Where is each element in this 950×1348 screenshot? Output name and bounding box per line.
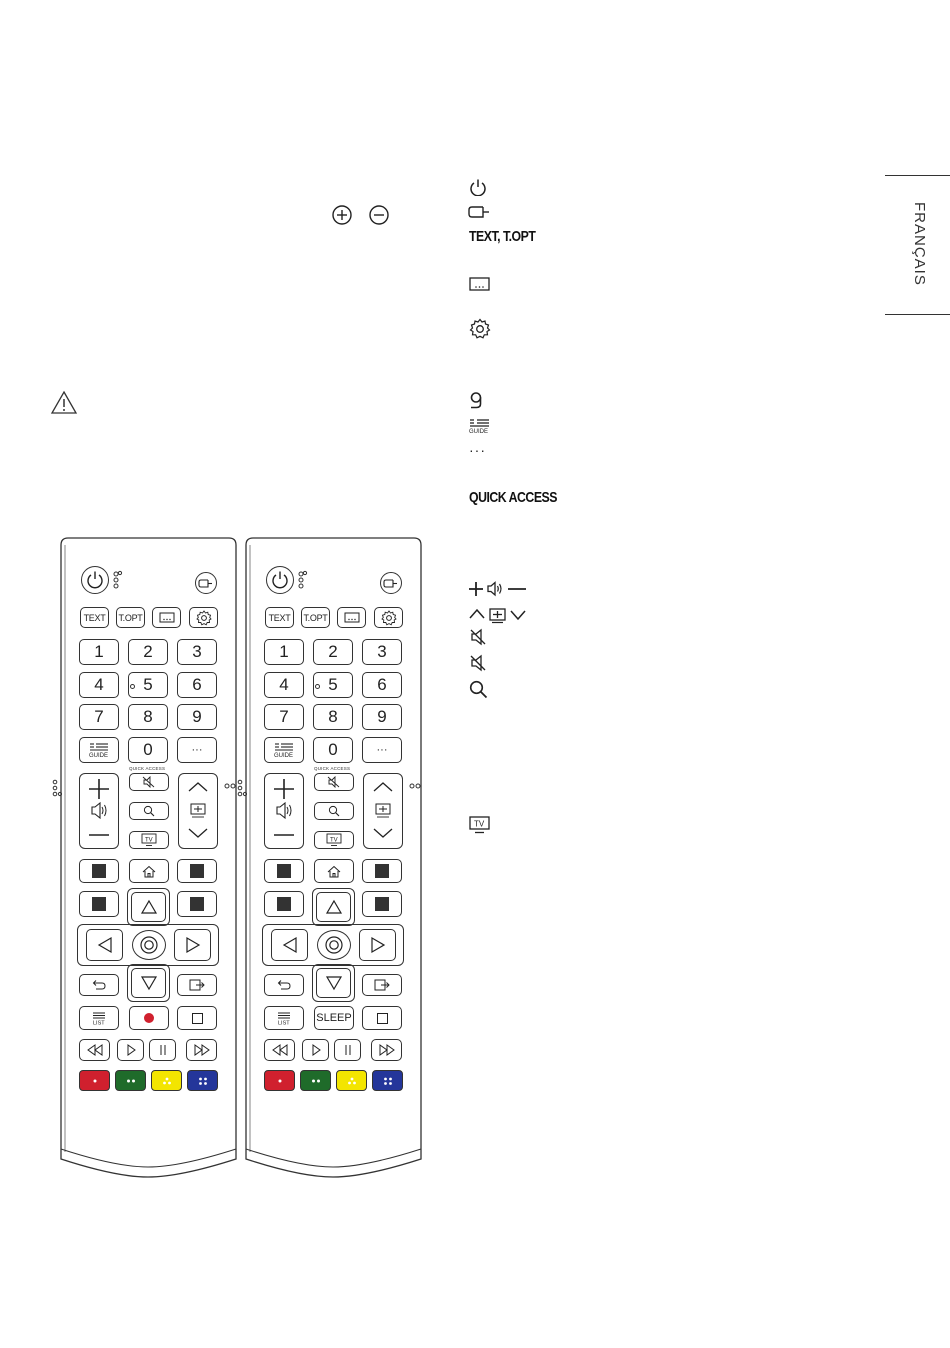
subtitle-icon [159,612,175,623]
home-icon [142,865,156,878]
sensor-icon-right [408,777,422,785]
square-icon [190,897,204,911]
right-arrow-icon [185,936,201,954]
input-icon [468,203,492,220]
channel-icon [364,774,402,848]
tv-icon [326,833,342,847]
back-button[interactable] [79,974,119,996]
topt-button[interactable]: T.OPT [301,607,330,628]
more-actions-icon: ··· [469,442,486,458]
function-button-3[interactable] [264,891,304,917]
home-icon [327,865,341,878]
language-tab-bottom-rule [885,314,950,315]
settings-button[interactable] [189,607,218,628]
up-arrow-icon [140,899,158,915]
play-icon [123,1043,139,1057]
sleep-button[interactable]: SLEEP [314,1006,354,1030]
number-5-button[interactable]: 5 [313,672,353,698]
back-icon [91,979,107,991]
stop-button[interactable] [362,1006,402,1030]
rewind-icon [87,1043,103,1057]
guide-icon [88,742,110,758]
list-icon [90,1011,108,1026]
tactile-dot [315,684,320,689]
left-button[interactable] [86,929,123,961]
left-arrow-icon [97,936,113,954]
back-button[interactable] [264,974,304,996]
right-arrow-icon [370,936,386,954]
subtitle-icon [344,612,360,623]
number-9-icon [469,392,483,409]
up-button[interactable] [316,892,351,922]
ok-icon [139,935,159,955]
number-1-button[interactable]: 1 [79,639,119,665]
volume-icon [80,774,118,848]
channel-icon [468,606,530,624]
remote-left [60,537,237,1178]
settings-button[interactable] [374,607,403,628]
warning-triangle-icon [50,390,78,416]
square-icon [92,897,106,911]
red-button[interactable] [79,1070,110,1091]
yellow-button[interactable] [151,1070,182,1091]
search-icon [328,805,340,817]
power-icon [270,570,290,590]
record-button[interactable] [129,1006,169,1030]
color-dots-icon [272,1076,288,1086]
right-button[interactable] [174,929,211,961]
language-tab-top-rule [885,175,950,176]
left-arrow-icon [282,936,298,954]
green-button[interactable] [300,1070,331,1091]
channel-rocker[interactable] [363,773,403,849]
home-button[interactable] [314,859,354,883]
function-button-4[interactable] [362,891,402,917]
subtitle-button[interactable] [152,607,181,628]
number-6-button[interactable]: 6 [177,672,217,698]
function-button-1[interactable] [79,859,119,883]
number-1-button[interactable]: 1 [264,639,304,665]
function-button-2[interactable] [177,859,217,883]
square-icon [92,864,106,878]
square-icon [375,897,389,911]
fast-forward-button[interactable] [371,1039,402,1061]
stop-icon [377,1013,388,1024]
mute-button[interactable] [314,773,354,791]
ok-button[interactable] [317,930,351,960]
blue-button[interactable] [187,1070,218,1091]
mute-icon [469,628,487,646]
tv-button[interactable] [314,831,354,849]
input-icon [198,577,214,589]
down-button[interactable] [131,968,166,998]
number-9-button[interactable]: 9 [177,704,217,730]
pause-icon [155,1043,171,1057]
search-icon [143,805,155,817]
square-icon [375,864,389,878]
color-dots-icon [344,1076,360,1086]
volume-rocker[interactable] [79,773,119,849]
mute-icon [327,776,341,788]
sensor-icon-right [223,777,237,785]
down-arrow-icon [140,975,158,991]
guide-button[interactable] [79,737,119,763]
search-button[interactable] [314,802,354,820]
exit-icon [374,979,390,991]
guide-icon [273,742,295,758]
power-button[interactable] [81,566,109,594]
power-button[interactable] [266,566,294,594]
zoom-out-icon [368,204,390,226]
guide-button[interactable] [264,737,304,763]
rewind-button[interactable] [79,1039,110,1061]
more-actions-button[interactable]: ··· [177,737,217,763]
mute-button[interactable] [129,773,169,791]
input-button[interactable] [195,572,217,594]
svg-text:TV: TV [330,837,338,844]
volume-icon [265,774,303,848]
subtitle-icon [469,277,490,292]
exit-icon [189,979,205,991]
yellow-button[interactable] [336,1070,367,1091]
quick-access-label: QUICK ACCESS [469,489,557,506]
rewind-icon [272,1043,288,1057]
channel-rocker[interactable] [178,773,218,849]
fast-forward-icon [194,1043,210,1057]
home-button[interactable] [129,859,169,883]
subtitle-button[interactable] [337,607,366,628]
search-button[interactable] [129,802,169,820]
list-icon [275,1011,293,1026]
list-button[interactable] [264,1006,304,1030]
function-button-3[interactable] [79,891,119,917]
volume-rocker[interactable] [264,773,304,849]
number-2-button[interactable]: 2 [128,639,168,665]
red-button[interactable] [264,1070,295,1091]
search-icon [469,680,488,699]
function-button-1[interactable] [264,859,304,883]
function-button-4[interactable] [177,891,217,917]
ok-button[interactable] [132,930,166,960]
number-9-button[interactable]: 9 [362,704,402,730]
volume-icon [468,580,530,597]
play-button[interactable] [302,1039,329,1061]
tv-button[interactable] [129,831,169,849]
function-button-2[interactable] [362,859,402,883]
number-8-button[interactable]: 8 [128,704,168,730]
tv-icon [141,833,157,847]
sensor-icon-left [52,779,62,799]
guide-icon [469,418,491,434]
settings-gear-icon [196,610,212,626]
play-icon [308,1043,324,1057]
up-button[interactable] [131,892,166,922]
color-dots-icon [308,1076,324,1086]
number-5-button[interactable]: 5 [128,672,168,698]
green-button[interactable] [115,1070,146,1091]
channel-icon [179,774,217,848]
quick-access-caption: QUICK ACCESS [129,766,166,771]
sensor-icon-left [237,779,247,799]
power-icon [469,178,487,196]
up-arrow-icon [325,899,343,915]
guide-caption: GUIDE [89,753,109,758]
topt-button[interactable]: T.OPT [116,607,145,628]
svg-text:LIST: LIST [93,1020,105,1026]
down-arrow-icon [325,975,343,991]
number-7-button[interactable]: 7 [79,704,119,730]
number-4-button[interactable]: 4 [264,672,304,698]
color-dots-icon [159,1076,175,1086]
number-0-button[interactable]: 0 [128,737,168,763]
pause-button[interactable] [334,1039,361,1061]
input-button[interactable] [380,572,402,594]
list-button[interactable] [79,1006,119,1030]
text-button[interactable]: TEXT [265,607,294,628]
color-dots-icon [123,1076,139,1086]
svg-text:TV: TV [474,819,485,829]
settings-gear-icon [381,610,397,626]
mic-indicator-icon [298,570,308,592]
input-icon [383,577,399,589]
exit-button[interactable] [177,974,217,996]
tv-icon [469,816,491,835]
quick-access-caption: QUICK ACCESS [314,766,351,771]
number-3-button[interactable]: 3 [177,639,217,665]
number-3-button[interactable]: 3 [362,639,402,665]
number-7-button[interactable]: 7 [264,704,304,730]
svg-text:LIST: LIST [278,1020,290,1026]
blue-button[interactable] [372,1070,403,1091]
settings-gear-icon [469,318,491,340]
guide-caption: GUIDE [274,753,294,758]
color-dots-icon [195,1076,211,1086]
play-button[interactable] [117,1039,144,1061]
remote-right [245,537,422,1178]
guide-icon-caption: GUIDE [469,429,489,434]
stop-button[interactable] [177,1006,217,1030]
number-0-button[interactable]: 0 [313,737,353,763]
square-icon [277,864,291,878]
mute-icon-alt [469,654,487,672]
record-icon [144,1013,154,1023]
fast-forward-button[interactable] [186,1039,217,1061]
text-topt-label: TEXT, T.OPT [469,228,536,245]
fast-forward-icon [379,1043,395,1057]
language-tab: FRANÇAIS [911,202,928,286]
stop-icon [192,1013,203,1024]
color-dots-icon [87,1076,103,1086]
number-2-button[interactable]: 2 [313,639,353,665]
pause-button[interactable] [149,1039,176,1061]
left-button[interactable] [271,929,308,961]
zoom-in-icon [331,204,353,226]
ok-icon [324,935,344,955]
back-icon [276,979,292,991]
right-button[interactable] [359,929,396,961]
mute-icon [142,776,156,788]
square-icon [277,897,291,911]
rewind-button[interactable] [264,1039,295,1061]
number-4-button[interactable]: 4 [79,672,119,698]
text-button[interactable]: TEXT [80,607,109,628]
power-icon [85,570,105,590]
pause-icon [340,1043,356,1057]
tactile-dot [130,684,135,689]
svg-text:TV: TV [145,837,153,844]
square-icon [190,864,204,878]
exit-button[interactable] [362,974,402,996]
number-6-button[interactable]: 6 [362,672,402,698]
more-actions-button[interactable]: ··· [362,737,402,763]
number-8-button[interactable]: 8 [313,704,353,730]
mic-indicator-icon [113,570,123,592]
color-dots-icon [380,1076,396,1086]
down-button[interactable] [316,968,351,998]
